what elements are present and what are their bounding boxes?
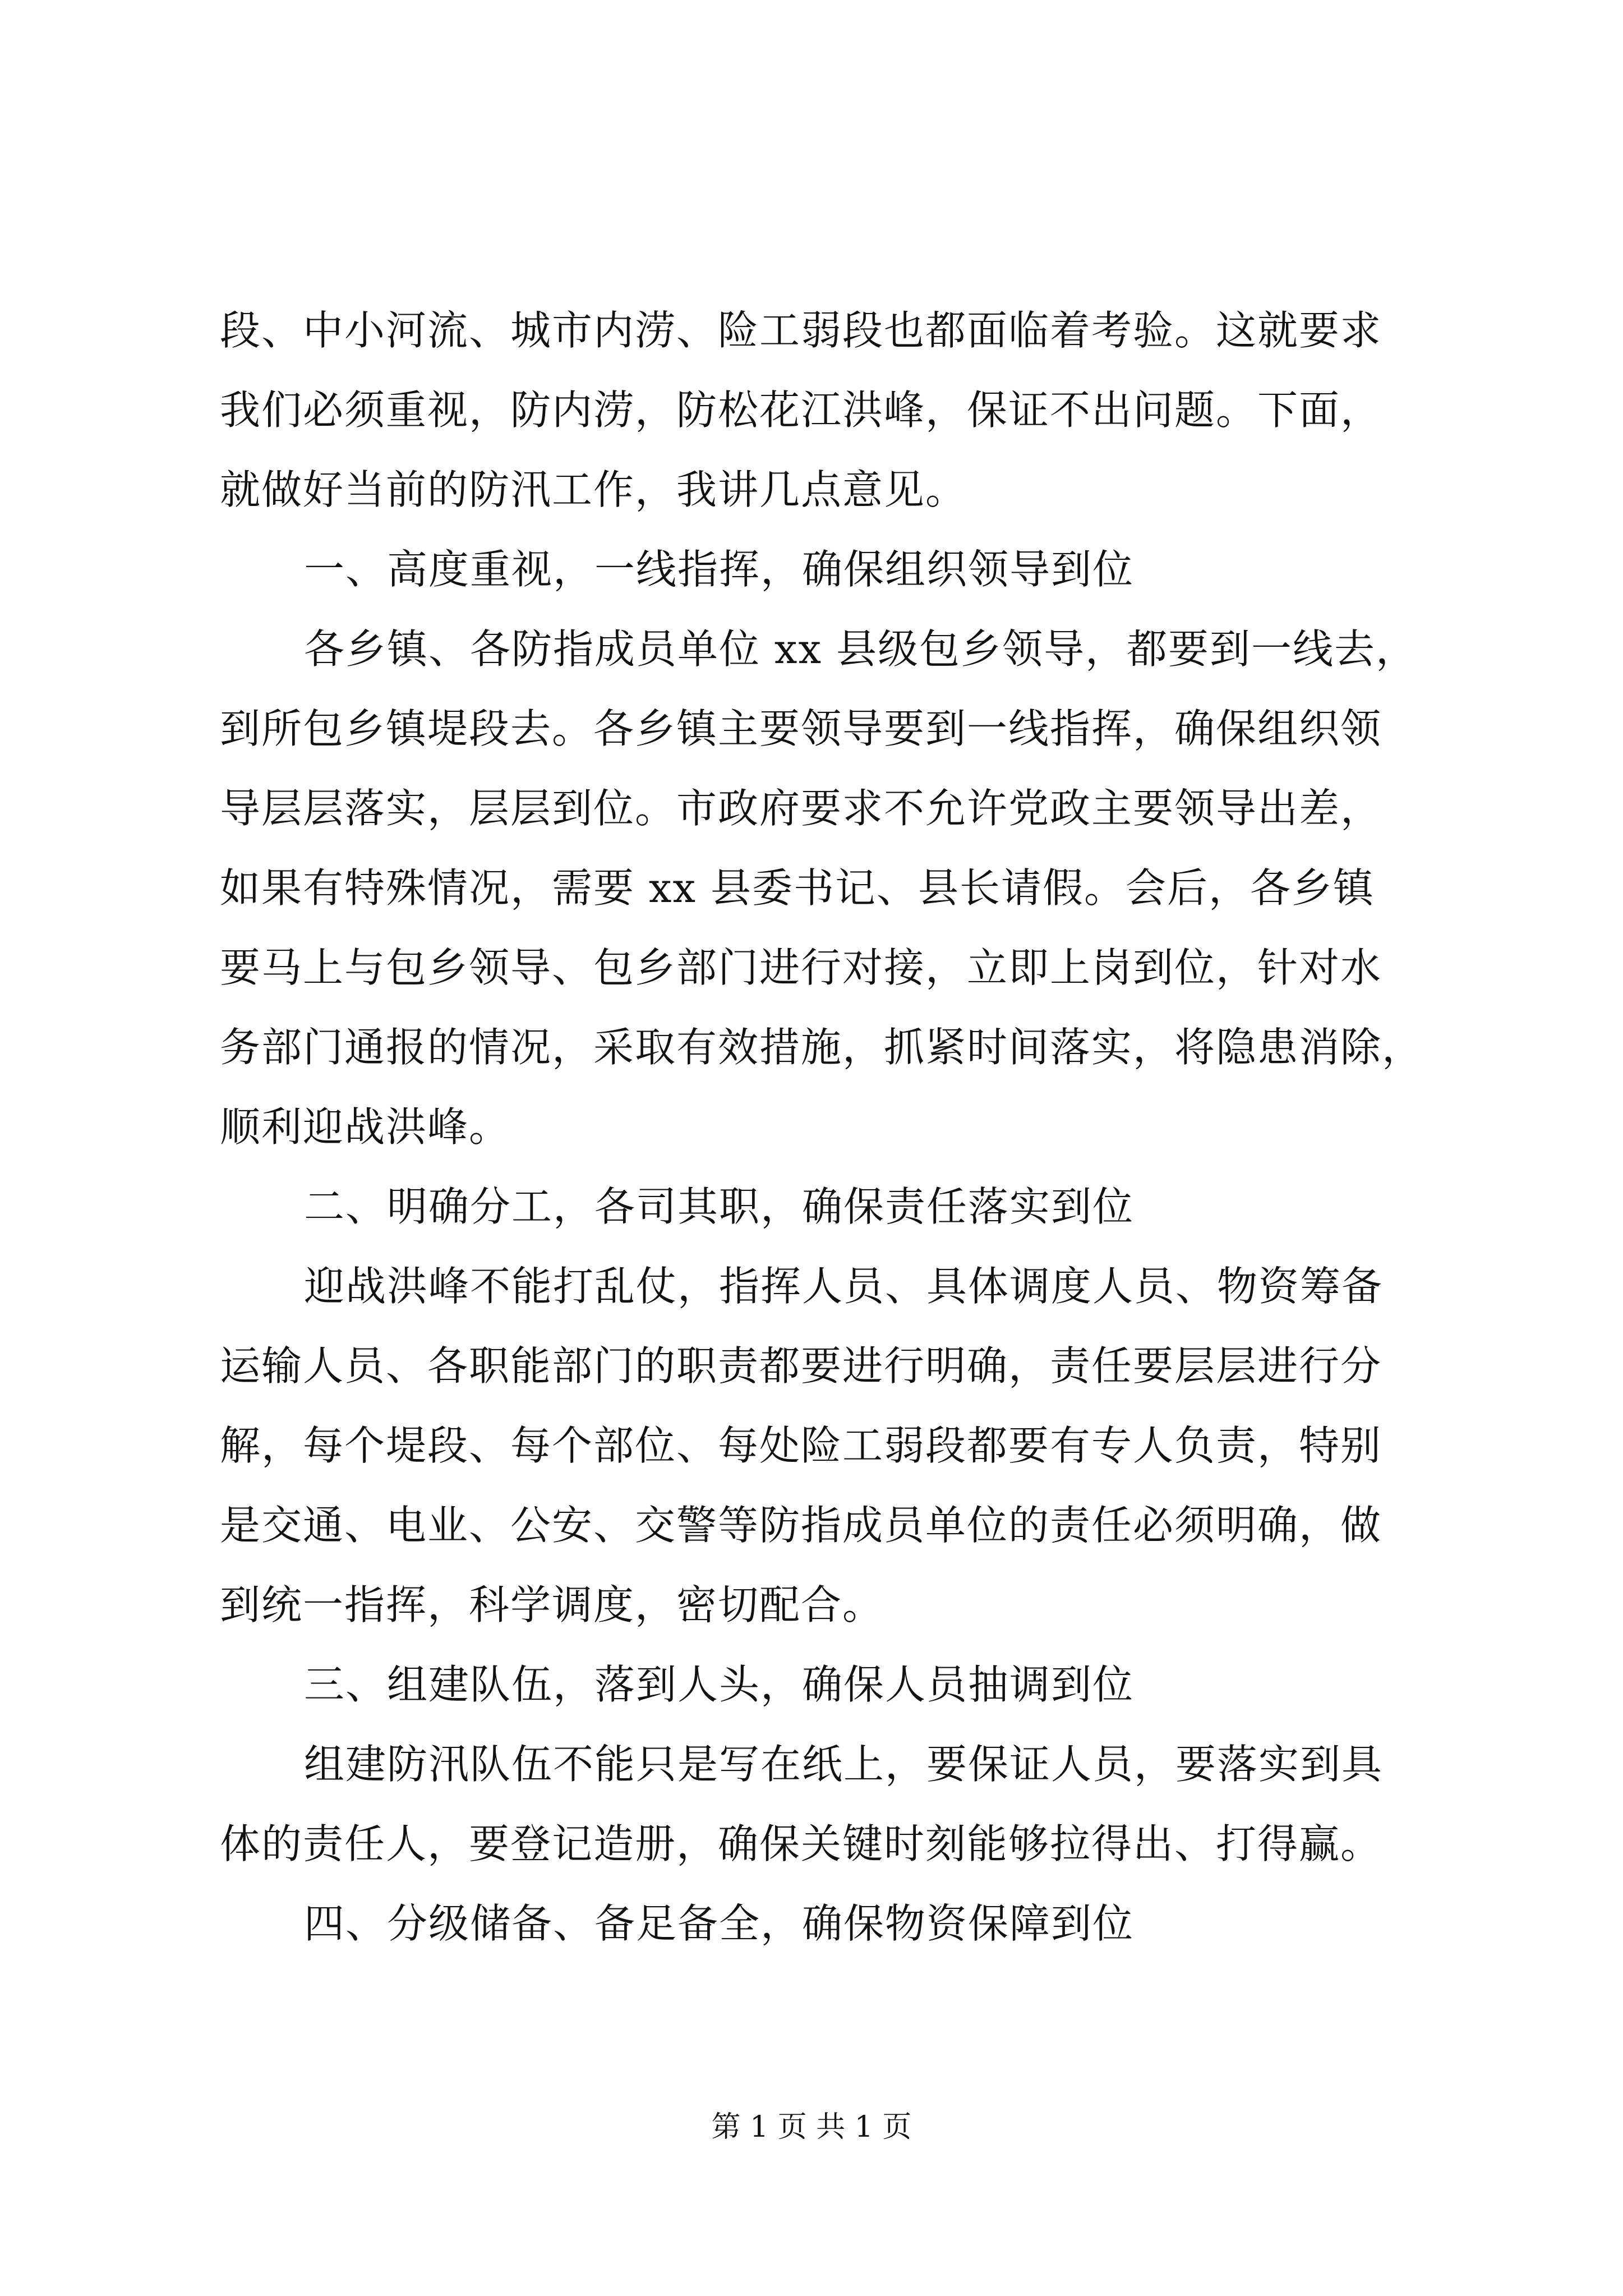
text-line: 是交通、电业、公安、交警等防指成员单位的责任必须明确，做 — [220, 1502, 1382, 1549]
text-line: 我们必须重视，防内涝，防松花江洪峰，保证不出问题。下面， — [220, 386, 1382, 434]
paragraph-first-line: 各乡镇、各防指成员单位 xx 县级包乡领导，都要到一线去， — [304, 625, 1417, 673]
text-line: 就做好当前的防汛工作，我讲几点意见。 — [220, 466, 967, 513]
text-line: 要马上与包乡领导、包乡部门进行对接，立即上岗到位，针对水 — [220, 944, 1382, 991]
text-line: 如果有特殊情况，需要 xx 县委书记、县长请假。会后，各乡镇 — [220, 864, 1375, 912]
text-line: 到所包乡镇堤段去。各乡镇主要领导要到一线指挥，确保组织领 — [220, 705, 1382, 752]
page-footer — [0, 2110, 1623, 2144]
text-line: 解，每个堤段、每个部位、每处险工弱段都要有专人负责，特别 — [220, 1422, 1382, 1469]
document-body — [220, 306, 1431, 1978]
paragraph-first-line: 迎战洪峰不能打乱仗，指挥人员、具体调度人员、物资筹备 — [304, 1263, 1384, 1310]
text-line: 运输人员、各职能部门的职责都要进行明确，责任要层层进行分 — [220, 1342, 1382, 1389]
section-heading-4: 四、分级储备、备足备全，确保物资保障到位 — [304, 1900, 1135, 1947]
page-number-label: 第 1 页 共 1 页 — [711, 2110, 912, 2144]
section-heading-3: 三、组建队伍，落到人头，确保人员抽调到位 — [304, 1661, 1135, 1708]
text-line: 导层层落实，层层到位。市政府要求不允许党政主要领导出差， — [220, 785, 1382, 832]
text-line: 段、中小河流、城市内涝、险工弱段也都面临着考验。这就要求 — [220, 307, 1382, 354]
text-line: 体的责任人，要登记造册，确保关键时刻能够拉得出、打得赢。 — [220, 1820, 1382, 1867]
section-heading-1: 一、高度重视，一线指挥，确保组织领导到位 — [304, 546, 1135, 593]
section-heading-2: 二、明确分工，各司其职，确保责任落实到位 — [304, 1183, 1135, 1230]
text-line: 顺利迎战洪峰。 — [220, 1103, 511, 1151]
text-line: 到统一指挥，科学调度，密切配合。 — [220, 1581, 884, 1628]
text-line: 务部门通报的情况，采取有效措施，抓紧时间落实，将隐患消除， — [220, 1024, 1424, 1071]
paragraph-first-line: 组建防汛队伍不能只是写在纸上，要保证人员，要落实到具 — [304, 1741, 1384, 1788]
